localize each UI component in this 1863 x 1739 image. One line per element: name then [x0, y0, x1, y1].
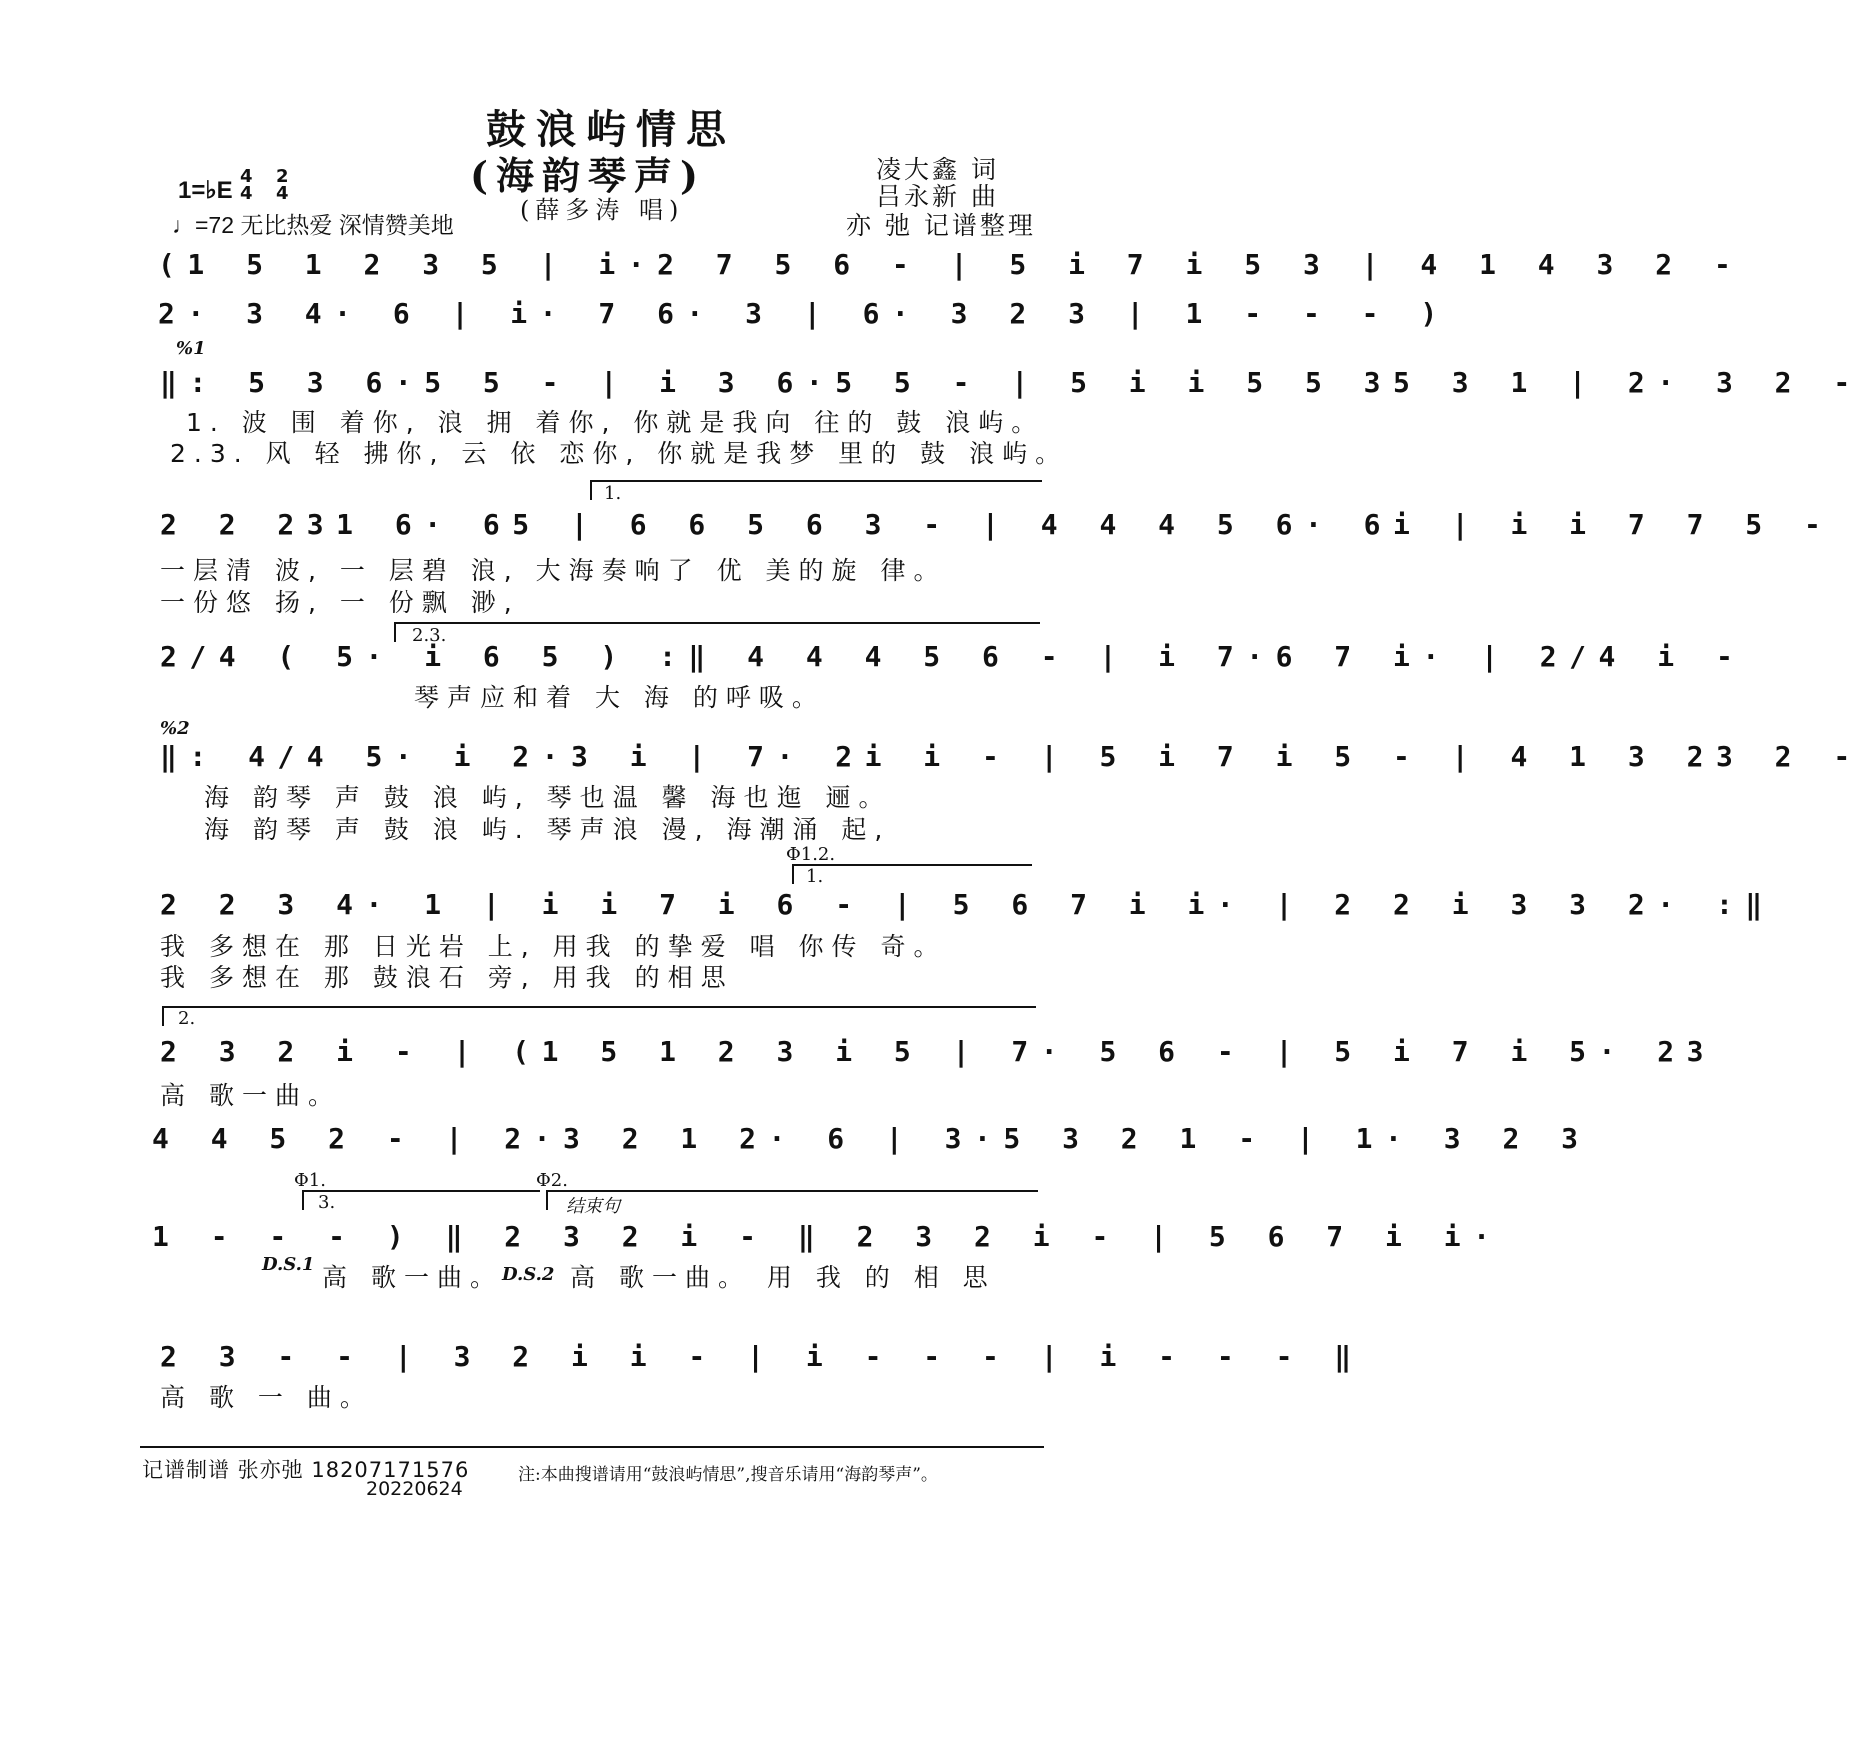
- notation-line-8: 2 3 2 i - | (1 5 1 2 3 i 5 | 7· 5 6 - | 5 i 7 i 5· 23: [160, 1035, 1716, 1068]
- footer-maker: 记谱制谱 张亦弛 18207171576: [142, 1458, 470, 1482]
- notation-line-1: (1 5 1 2 3 5 | i·2 7 5 6 - | 5 i 7 i 5 3 | 4 1 4 3 2 -: [158, 248, 1744, 281]
- footer-date: 20220624: [366, 1478, 463, 1500]
- composer: 吕永新 曲: [876, 182, 999, 211]
- volta-2-label: 2.: [178, 1008, 196, 1029]
- song-subtitle: (海韵琴声): [470, 153, 706, 198]
- notation-line-2: 2· 3 4· 6 | i· 7 6· 3 | 6· 3 2 3 | 1 - - - ): [158, 297, 1450, 330]
- lyric-line-3b: 2.3. 风 轻 拂你, 云 依 恋你, 你就是我梦 里的 鼓 浪屿。: [170, 439, 1069, 468]
- notation-line-7: 2 2 3 4· 1 | i i 7 i 6 - | 5 6 7 i i· | 2 2 i 3 3 2· :‖: [160, 888, 1775, 921]
- notation-line-6: ‖: 4/4 5· i 2·3 i | 7· 2i i - | 5 i 7 i 5 - | 4 1 3 23 2 -: [160, 740, 1863, 773]
- lyric-line-7b: 我 多想在 那 鼓浪石 旁, 用我 的相思: [160, 963, 734, 992]
- footer-note: 注:本曲搜谱请用“鼓浪屿情思”,搜音乐请用“海韵琴声”。: [518, 1465, 938, 1485]
- lyricist: 凌大鑫 词: [876, 155, 999, 184]
- lyric-line-4b: 一份悠 扬, 一 份飘 渺,: [160, 588, 520, 617]
- volta-bracket-2-3: [394, 622, 1040, 642]
- volta-bracket-1b: [792, 864, 1032, 884]
- time-signature-4-4: 4 4: [240, 166, 253, 204]
- lyric-line-7a: 我 多想在 那 日光岩 上, 用我 的挚爱 唱 你传 奇。: [160, 932, 947, 961]
- tempo-marking: ♩=72 无比热爱 深情赞美地: [172, 212, 454, 238]
- lyric-line-4a: 一层清 波, 一 层碧 浪, 大海奏响了 优 美的旋 律。: [160, 556, 947, 585]
- singer: (薛多涛 唱): [520, 196, 685, 224]
- lyric-line-8: 高 歌一曲。: [160, 1081, 341, 1110]
- lyric-line-11: 高 歌 一 曲。: [160, 1383, 373, 1412]
- ds2-mark: D.S.2: [502, 1264, 555, 1285]
- volta-1-label: 1.: [604, 483, 622, 504]
- notation-line-10: 1 - - - ) ‖ 2 3 2 i - ‖ 2 3 2 i - | 5 6 7 i i·: [152, 1220, 1503, 1253]
- volta-1b-label: 1.: [806, 866, 824, 887]
- footer-rule: [140, 1446, 1044, 1448]
- song-title: 鼓浪屿情思: [486, 106, 736, 153]
- volta-3-label: 3.: [318, 1192, 336, 1213]
- volta-bracket-2: [162, 1006, 1036, 1026]
- transcriber: 亦 弛 记谱整理: [846, 211, 1036, 240]
- notation-line-3: ‖: 5 3 6·5 5 - | i 3 6·5 5 - | 5 i i 5 5 35 3 1 | 2· 3 2 -: [160, 366, 1863, 399]
- notation-line-4: 2 2 231 6· 65 | 6 6 5 6 3 - | 4 4 4 5 6· 6i | i i 7 7 5 -: [160, 508, 1834, 541]
- time-signature-2-4: 2 4: [276, 166, 289, 204]
- lyric-line-6a: 海 韵琴 声 鼓 浪 屿, 琴也温 馨 海也迤 逦。: [204, 783, 892, 812]
- notation-line-5: 2/4 ( 5· i 6 5 ) :‖ 4 4 4 5 6 - | i 7·6 7 i· | 2/4 i -: [160, 640, 1746, 673]
- ending-phrase-label: 结束句: [566, 1196, 620, 1217]
- lyric-line-10a: 高 歌一曲。: [322, 1263, 503, 1292]
- volta-2-3-label: 2.3.: [412, 625, 447, 646]
- volta-bracket-1: [590, 480, 1042, 500]
- ds1-mark: D.S.1: [262, 1254, 315, 1275]
- volta-bracket-3: [302, 1190, 540, 1210]
- key-signature: 1=♭E: [178, 177, 233, 204]
- coda-2-mark: Φ2.: [536, 1170, 568, 1191]
- lyric-line-6b: 海 韵琴 声 鼓 浪 屿. 琴声浪 漫, 海潮涌 起,: [204, 815, 891, 844]
- notation-line-11: 2 3 - - | 3 2 i i - | i - - - | i - - - ‖: [160, 1340, 1364, 1373]
- lyric-line-3a: 1. 波 围 着你, 浪 拥 着你, 你就是我向 往的 鼓 浪屿。: [186, 408, 1045, 437]
- lyric-line-5: 琴声应和着 大 海 的呼吸。: [414, 683, 825, 712]
- segno-2-mark: %2: [160, 718, 190, 739]
- coda-1-mark: Φ1.: [294, 1170, 326, 1191]
- notation-line-9: 4 4 5 2 - | 2·3 2 1 2· 6 | 3·5 3 2 1 - | 1· 3 2 3: [152, 1122, 1591, 1155]
- lyric-line-10b: 高 歌一曲。 用 我 的 相 思: [570, 1263, 996, 1292]
- coda-1-2-mark: Φ1.2.: [786, 844, 836, 865]
- segno-1-mark: %1: [176, 338, 206, 359]
